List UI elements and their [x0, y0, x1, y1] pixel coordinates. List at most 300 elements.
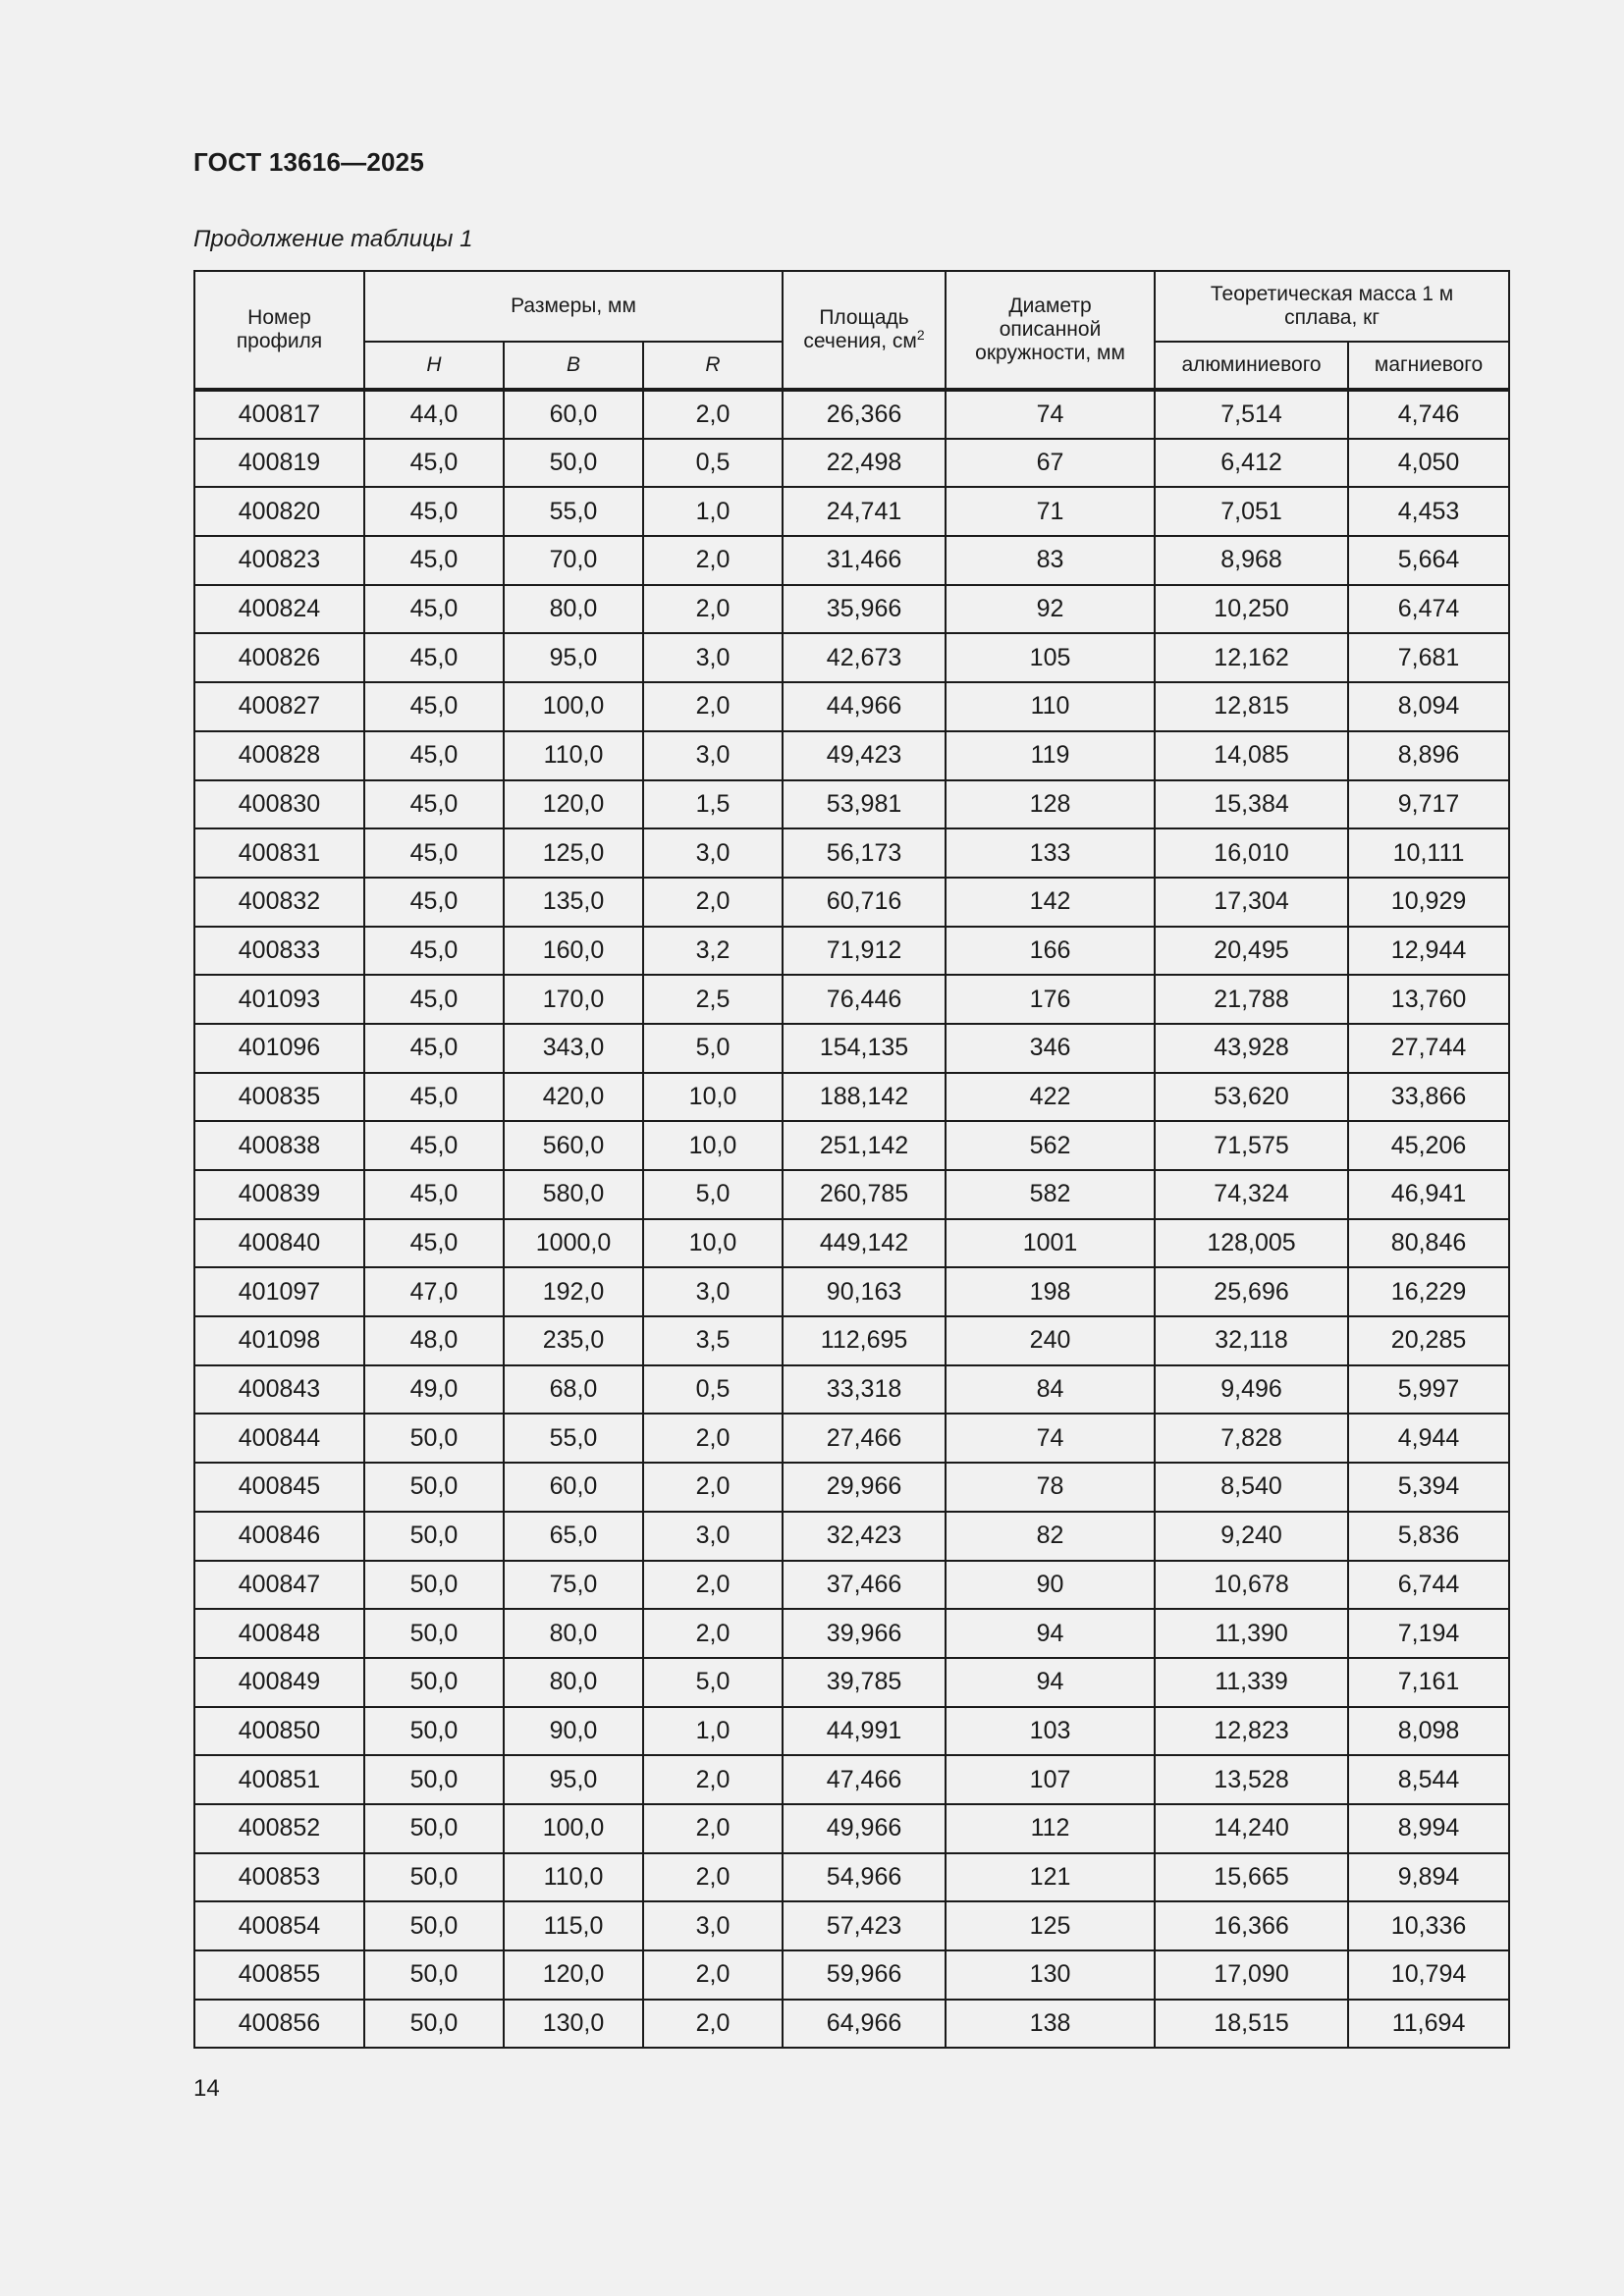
cell-profile-number: 400854 [194, 1901, 364, 1950]
cell-profile-number: 400828 [194, 731, 364, 780]
cell-diameter: 176 [946, 975, 1155, 1024]
cell-mass-aluminium: 16,010 [1155, 828, 1348, 878]
table-caption: Продолжение таблицы 1 [193, 226, 473, 252]
cell-mass-magnesium: 10,929 [1348, 878, 1509, 927]
cell-diameter: 142 [946, 878, 1155, 927]
cell-H: 50,0 [364, 1463, 504, 1512]
cell-profile-number: 400830 [194, 780, 364, 829]
cell-mass-magnesium: 12,944 [1348, 927, 1509, 976]
cell-R: 5,0 [643, 1170, 783, 1219]
cell-B: 110,0 [504, 731, 643, 780]
table-row [194, 2000, 1509, 2049]
cell-diameter: 71 [946, 487, 1155, 536]
cell-profile-number: 400820 [194, 487, 364, 536]
cell-H: 48,0 [364, 1316, 504, 1365]
cell-area: 60,716 [783, 878, 946, 927]
cell-diameter: 83 [946, 536, 1155, 585]
table-row [194, 1804, 1509, 1853]
cell-H: 45,0 [364, 1073, 504, 1122]
cell-area: 32,423 [783, 1512, 946, 1561]
cell-H: 44,0 [364, 390, 504, 439]
cell-mass-magnesium: 4,453 [1348, 487, 1509, 536]
table-row [194, 633, 1509, 682]
table-row [194, 927, 1509, 976]
cell-B: 95,0 [504, 1755, 643, 1804]
cell-profile-number: 400847 [194, 1561, 364, 1610]
cell-R: 3,0 [643, 1512, 783, 1561]
cell-mass-aluminium: 74,324 [1155, 1170, 1348, 1219]
cell-mass-magnesium: 10,111 [1348, 828, 1509, 878]
cell-mass-aluminium: 18,515 [1155, 2000, 1348, 2049]
cell-mass-magnesium: 46,941 [1348, 1170, 1509, 1219]
cell-B: 110,0 [504, 1853, 643, 1902]
cell-R: 2,0 [643, 585, 783, 634]
header-theoretical-mass: Теоретическая масса 1 м сплава, кг [1155, 271, 1509, 342]
cell-H: 50,0 [364, 1755, 504, 1804]
cell-diameter: 74 [946, 1414, 1155, 1463]
cell-area: 54,966 [783, 1853, 946, 1902]
cell-B: 100,0 [504, 1804, 643, 1853]
cell-diameter: 82 [946, 1512, 1155, 1561]
cell-B: 343,0 [504, 1024, 643, 1073]
cell-R: 10,0 [643, 1073, 783, 1122]
cell-mass-magnesium: 5,664 [1348, 536, 1509, 585]
table-row [194, 1267, 1509, 1316]
header-area [783, 271, 946, 390]
cell-area: 112,695 [783, 1316, 946, 1365]
cell-R: 2,5 [643, 975, 783, 1024]
table-row [194, 1024, 1509, 1073]
cell-area: 188,142 [783, 1073, 946, 1122]
cell-area: 24,741 [783, 487, 946, 536]
cell-R: 1,0 [643, 487, 783, 536]
cell-area: 57,423 [783, 1901, 946, 1950]
cell-H: 45,0 [364, 439, 504, 488]
cell-area: 42,673 [783, 633, 946, 682]
cell-area: 64,966 [783, 2000, 946, 2049]
cell-area: 27,466 [783, 1414, 946, 1463]
cell-R: 3,0 [643, 1901, 783, 1950]
cell-diameter: 105 [946, 633, 1155, 682]
table-row [194, 390, 1509, 439]
cell-area: 39,785 [783, 1658, 946, 1707]
cell-R: 0,5 [643, 439, 783, 488]
cell-H: 50,0 [364, 1512, 504, 1561]
cell-diameter: 121 [946, 1853, 1155, 1902]
cell-profile-number: 400833 [194, 927, 364, 976]
document-header: ГОСТ 13616—2025 [193, 147, 424, 177]
cell-profile-number: 400823 [194, 536, 364, 585]
cell-R: 1,5 [643, 780, 783, 829]
cell-mass-magnesium: 11,694 [1348, 2000, 1509, 2049]
table-row [194, 780, 1509, 829]
cell-area: 251,142 [783, 1121, 946, 1170]
cell-B: 1000,0 [504, 1219, 643, 1268]
cell-diameter: 133 [946, 828, 1155, 878]
cell-profile-number: 400856 [194, 2000, 364, 2049]
cell-H: 45,0 [364, 828, 504, 878]
cell-mass-magnesium: 13,760 [1348, 975, 1509, 1024]
cell-profile-number: 400852 [194, 1804, 364, 1853]
cell-B: 160,0 [504, 927, 643, 976]
cell-profile-number: 400843 [194, 1365, 364, 1415]
cell-mass-aluminium: 14,085 [1155, 731, 1348, 780]
header-area-superscript: 2 [916, 327, 925, 343]
cell-area: 44,991 [783, 1707, 946, 1756]
cell-diameter: 582 [946, 1170, 1155, 1219]
cell-R: 2,0 [643, 1755, 783, 1804]
cell-R: 2,0 [643, 1609, 783, 1658]
cell-mass-aluminium: 12,823 [1155, 1707, 1348, 1756]
cell-mass-magnesium: 7,681 [1348, 633, 1509, 682]
table-row [194, 1950, 1509, 2000]
cell-profile-number: 400839 [194, 1170, 364, 1219]
cell-H: 45,0 [364, 1024, 504, 1073]
cell-profile-number: 400831 [194, 828, 364, 878]
cell-area: 76,446 [783, 975, 946, 1024]
table-row [194, 1561, 1509, 1610]
cell-H: 45,0 [364, 1121, 504, 1170]
cell-diameter: 110 [946, 682, 1155, 731]
cell-area: 56,173 [783, 828, 946, 878]
cell-area: 49,423 [783, 731, 946, 780]
cell-profile-number: 400848 [194, 1609, 364, 1658]
table-row [194, 487, 1509, 536]
cell-profile-number: 400824 [194, 585, 364, 634]
table-row [194, 536, 1509, 585]
cell-R: 3,2 [643, 927, 783, 976]
cell-B: 120,0 [504, 1950, 643, 2000]
table-row [194, 1853, 1509, 1902]
table-row [194, 1170, 1509, 1219]
cell-diameter: 128 [946, 780, 1155, 829]
table-row [194, 1901, 1509, 1950]
cell-area: 59,966 [783, 1950, 946, 2000]
cell-area: 44,966 [783, 682, 946, 731]
table-row [194, 1219, 1509, 1268]
cell-diameter: 198 [946, 1267, 1155, 1316]
cell-B: 80,0 [504, 585, 643, 634]
cell-diameter: 166 [946, 927, 1155, 976]
header-B: B [504, 342, 643, 390]
cell-mass-aluminium: 53,620 [1155, 1073, 1348, 1122]
cell-diameter: 67 [946, 439, 1155, 488]
cell-profile-number: 400835 [194, 1073, 364, 1122]
cell-profile-number: 401093 [194, 975, 364, 1024]
cell-B: 125,0 [504, 828, 643, 878]
cell-mass-aluminium: 21,788 [1155, 975, 1348, 1024]
cell-B: 560,0 [504, 1121, 643, 1170]
cell-H: 45,0 [364, 878, 504, 927]
cell-B: 192,0 [504, 1267, 643, 1316]
cell-diameter: 346 [946, 1024, 1155, 1073]
table-row [194, 828, 1509, 878]
cell-mass-aluminium: 128,005 [1155, 1219, 1348, 1268]
cell-H: 50,0 [364, 1609, 504, 1658]
cell-mass-magnesium: 4,944 [1348, 1414, 1509, 1463]
cell-diameter: 94 [946, 1609, 1155, 1658]
cell-area: 90,163 [783, 1267, 946, 1316]
table-row [194, 878, 1509, 927]
cell-diameter: 92 [946, 585, 1155, 634]
cell-mass-magnesium: 4,746 [1348, 390, 1509, 439]
cell-B: 120,0 [504, 780, 643, 829]
table-row [194, 731, 1509, 780]
cell-diameter: 125 [946, 1901, 1155, 1950]
cell-profile-number: 401098 [194, 1316, 364, 1365]
cell-profile-number: 400832 [194, 878, 364, 927]
table-row [194, 439, 1509, 488]
cell-diameter: 94 [946, 1658, 1155, 1707]
cell-mass-aluminium: 11,339 [1155, 1658, 1348, 1707]
cell-diameter: 562 [946, 1121, 1155, 1170]
cell-R: 2,0 [643, 682, 783, 731]
cell-H: 45,0 [364, 682, 504, 731]
cell-mass-magnesium: 5,394 [1348, 1463, 1509, 1512]
cell-diameter: 422 [946, 1073, 1155, 1122]
cell-B: 135,0 [504, 878, 643, 927]
cell-profile-number: 400840 [194, 1219, 364, 1268]
cell-B: 55,0 [504, 487, 643, 536]
cell-diameter: 107 [946, 1755, 1155, 1804]
cell-profile-number: 401096 [194, 1024, 364, 1073]
cell-R: 5,0 [643, 1658, 783, 1707]
cell-diameter: 84 [946, 1365, 1155, 1415]
cell-mass-magnesium: 20,285 [1348, 1316, 1509, 1365]
cell-area: 33,318 [783, 1365, 946, 1415]
cell-mass-magnesium: 6,474 [1348, 585, 1509, 634]
cell-R: 2,0 [643, 1463, 783, 1512]
cell-B: 65,0 [504, 1512, 643, 1561]
cell-profile-number: 400846 [194, 1512, 364, 1561]
cell-mass-aluminium: 15,665 [1155, 1853, 1348, 1902]
cell-mass-magnesium: 8,098 [1348, 1707, 1509, 1756]
cell-B: 580,0 [504, 1170, 643, 1219]
cell-mass-magnesium: 10,336 [1348, 1901, 1509, 1950]
cell-B: 60,0 [504, 1463, 643, 1512]
cell-profile-number: 400850 [194, 1707, 364, 1756]
cell-mass-magnesium: 9,717 [1348, 780, 1509, 829]
cell-mass-magnesium: 4,050 [1348, 439, 1509, 488]
cell-H: 50,0 [364, 1804, 504, 1853]
cell-mass-aluminium: 10,678 [1155, 1561, 1348, 1610]
page-number: 14 [193, 2075, 220, 2102]
cell-area: 71,912 [783, 927, 946, 976]
cell-mass-magnesium: 80,846 [1348, 1219, 1509, 1268]
cell-mass-aluminium: 7,514 [1155, 390, 1348, 439]
cell-area: 154,135 [783, 1024, 946, 1073]
table-row [194, 975, 1509, 1024]
cell-mass-aluminium: 32,118 [1155, 1316, 1348, 1365]
header-area-label: Площадь сечения, см [803, 306, 917, 352]
cell-H: 45,0 [364, 633, 504, 682]
cell-area: 39,966 [783, 1609, 946, 1658]
cell-diameter: 103 [946, 1707, 1155, 1756]
cell-diameter: 130 [946, 1950, 1155, 2000]
cell-H: 50,0 [364, 1853, 504, 1902]
cell-mass-aluminium: 12,162 [1155, 633, 1348, 682]
cell-profile-number: 400819 [194, 439, 364, 488]
cell-R: 3,0 [643, 828, 783, 878]
cell-area: 35,966 [783, 585, 946, 634]
cell-profile-number: 400853 [194, 1853, 364, 1902]
cell-R: 10,0 [643, 1219, 783, 1268]
header-H: H [364, 342, 504, 390]
cell-mass-aluminium: 71,575 [1155, 1121, 1348, 1170]
table-row [194, 1658, 1509, 1707]
cell-mass-magnesium: 9,894 [1348, 1853, 1509, 1902]
cell-mass-aluminium: 9,496 [1155, 1365, 1348, 1415]
cell-R: 0,5 [643, 1365, 783, 1415]
table-row [194, 682, 1509, 731]
cell-profile-number: 400827 [194, 682, 364, 731]
table-body [194, 390, 1509, 2048]
header-dimensions: Размеры, мм [364, 271, 783, 342]
cell-area: 37,466 [783, 1561, 946, 1610]
header-aluminium: алюминиевого [1155, 342, 1348, 390]
cell-diameter: 119 [946, 731, 1155, 780]
cell-R: 2,0 [643, 1950, 783, 2000]
cell-H: 47,0 [364, 1267, 504, 1316]
cell-H: 45,0 [364, 975, 504, 1024]
cell-H: 50,0 [364, 1658, 504, 1707]
cell-H: 45,0 [364, 585, 504, 634]
cell-mass-aluminium: 9,240 [1155, 1512, 1348, 1561]
cell-mass-aluminium: 8,540 [1155, 1463, 1348, 1512]
cell-area: 31,466 [783, 536, 946, 585]
cell-R: 1,0 [643, 1707, 783, 1756]
cell-H: 50,0 [364, 1561, 504, 1610]
cell-B: 75,0 [504, 1561, 643, 1610]
cell-mass-magnesium: 16,229 [1348, 1267, 1509, 1316]
cell-H: 50,0 [364, 1950, 504, 2000]
cell-R: 3,5 [643, 1316, 783, 1365]
header-diameter: Диаметр описанной окружности, мм [946, 271, 1155, 390]
cell-B: 100,0 [504, 682, 643, 731]
cell-R: 2,0 [643, 1414, 783, 1463]
cell-area: 49,966 [783, 1804, 946, 1853]
cell-diameter: 112 [946, 1804, 1155, 1853]
cell-B: 170,0 [504, 975, 643, 1024]
cell-mass-magnesium: 7,161 [1348, 1658, 1509, 1707]
cell-H: 45,0 [364, 731, 504, 780]
cell-H: 50,0 [364, 1707, 504, 1756]
cell-R: 2,0 [643, 2000, 783, 2049]
cell-R: 3,0 [643, 731, 783, 780]
table-row [194, 1365, 1509, 1415]
cell-mass-aluminium: 7,051 [1155, 487, 1348, 536]
cell-area: 449,142 [783, 1219, 946, 1268]
cell-profile-number: 400855 [194, 1950, 364, 2000]
profiles-table [193, 270, 1510, 2049]
cell-H: 45,0 [364, 780, 504, 829]
cell-mass-magnesium: 8,896 [1348, 731, 1509, 780]
cell-area: 53,981 [783, 780, 946, 829]
cell-B: 60,0 [504, 390, 643, 439]
cell-H: 50,0 [364, 1414, 504, 1463]
cell-B: 90,0 [504, 1707, 643, 1756]
cell-R: 2,0 [643, 1853, 783, 1902]
table-row [194, 1609, 1509, 1658]
cell-mass-aluminium: 11,390 [1155, 1609, 1348, 1658]
cell-area: 26,366 [783, 390, 946, 439]
cell-H: 45,0 [364, 1219, 504, 1268]
cell-mass-aluminium: 14,240 [1155, 1804, 1348, 1853]
cell-mass-magnesium: 27,744 [1348, 1024, 1509, 1073]
cell-mass-magnesium: 10,794 [1348, 1950, 1509, 2000]
cell-profile-number: 400851 [194, 1755, 364, 1804]
cell-mass-aluminium: 12,815 [1155, 682, 1348, 731]
cell-diameter: 74 [946, 390, 1155, 439]
cell-R: 3,0 [643, 633, 783, 682]
cell-H: 45,0 [364, 1170, 504, 1219]
cell-profile-number: 401097 [194, 1267, 364, 1316]
table-row [194, 1463, 1509, 1512]
table-row [194, 1755, 1509, 1804]
cell-mass-magnesium: 5,997 [1348, 1365, 1509, 1415]
cell-mass-magnesium: 6,744 [1348, 1561, 1509, 1610]
cell-mass-aluminium: 8,968 [1155, 536, 1348, 585]
cell-mass-magnesium: 8,994 [1348, 1804, 1509, 1853]
cell-mass-aluminium: 13,528 [1155, 1755, 1348, 1804]
cell-mass-aluminium: 25,696 [1155, 1267, 1348, 1316]
table-row [194, 1414, 1509, 1463]
cell-mass-aluminium: 6,412 [1155, 439, 1348, 488]
table-row [194, 585, 1509, 634]
table-row [194, 1073, 1509, 1122]
cell-B: 70,0 [504, 536, 643, 585]
cell-H: 50,0 [364, 1901, 504, 1950]
cell-diameter: 1001 [946, 1219, 1155, 1268]
cell-mass-magnesium: 33,866 [1348, 1073, 1509, 1122]
cell-mass-magnesium: 7,194 [1348, 1609, 1509, 1658]
cell-profile-number: 400826 [194, 633, 364, 682]
cell-H: 50,0 [364, 2000, 504, 2049]
cell-area: 260,785 [783, 1170, 946, 1219]
cell-mass-aluminium: 15,384 [1155, 780, 1348, 829]
cell-H: 45,0 [364, 487, 504, 536]
cell-B: 115,0 [504, 1901, 643, 1950]
cell-R: 10,0 [643, 1121, 783, 1170]
cell-mass-aluminium: 16,366 [1155, 1901, 1348, 1950]
cell-profile-number: 400849 [194, 1658, 364, 1707]
cell-R: 3,0 [643, 1267, 783, 1316]
cell-diameter: 240 [946, 1316, 1155, 1365]
cell-mass-aluminium: 7,828 [1155, 1414, 1348, 1463]
cell-B: 235,0 [504, 1316, 643, 1365]
cell-diameter: 78 [946, 1463, 1155, 1512]
cell-mass-magnesium: 5,836 [1348, 1512, 1509, 1561]
cell-mass-aluminium: 20,495 [1155, 927, 1348, 976]
table-row [194, 1316, 1509, 1365]
cell-area: 29,966 [783, 1463, 946, 1512]
cell-profile-number: 400845 [194, 1463, 364, 1512]
header-profile-number: Номер профиля [194, 271, 364, 390]
table-row [194, 1512, 1509, 1561]
cell-H: 45,0 [364, 927, 504, 976]
cell-B: 95,0 [504, 633, 643, 682]
cell-mass-magnesium: 45,206 [1348, 1121, 1509, 1170]
cell-diameter: 138 [946, 2000, 1155, 2049]
cell-profile-number: 400838 [194, 1121, 364, 1170]
cell-mass-aluminium: 43,928 [1155, 1024, 1348, 1073]
cell-B: 55,0 [504, 1414, 643, 1463]
cell-H: 49,0 [364, 1365, 504, 1415]
table-row [194, 1707, 1509, 1756]
cell-B: 68,0 [504, 1365, 643, 1415]
cell-profile-number: 400817 [194, 390, 364, 439]
cell-B: 50,0 [504, 439, 643, 488]
